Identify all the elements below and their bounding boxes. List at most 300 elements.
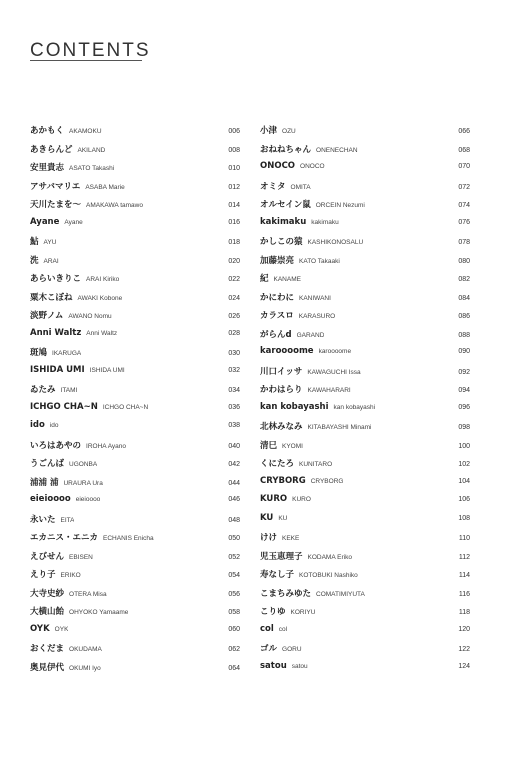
artist-name: ICHGO CHA~N [30, 401, 98, 412]
contents-entry [30, 642, 240, 661]
contents-entry [30, 457, 240, 476]
contents-entry [30, 550, 240, 569]
entry-names [260, 124, 296, 136]
entry-names [260, 439, 303, 451]
contents-entry [30, 235, 240, 254]
artist-name-roman: KYOMI [282, 442, 303, 450]
artist-name: 清巳 [260, 440, 278, 451]
artist-name-roman: ORCEIN Nezumi [315, 202, 365, 209]
artist-name-roman: kan kobayashi [333, 403, 376, 411]
page-number: 044 [228, 479, 240, 487]
artist-name-roman: IROHA Ayano [86, 442, 127, 450]
artist-name: 洗 [30, 255, 39, 266]
entry-names [30, 180, 125, 192]
artist-name: eieioooo [30, 494, 71, 504]
contents-entry [260, 198, 470, 217]
artist-name-roman: URAURA Ura [63, 479, 103, 487]
artist-name: ゴル [260, 644, 278, 654]
page-number: 058 [228, 609, 240, 616]
contents-entry [30, 143, 240, 162]
contents-entry [30, 531, 240, 550]
contents-entry [260, 254, 470, 273]
artist-name-roman: COMATIMIYUTA [316, 590, 365, 598]
artist-name-roman: KU [278, 514, 288, 522]
artist-name: こりゆ [260, 607, 286, 617]
artist-name: 川口イッサ [260, 366, 303, 377]
contents-entry [260, 217, 470, 236]
artist-name: 寿なし子 [260, 570, 295, 580]
artist-name-roman: OTERA Misa [69, 590, 107, 598]
page-number: 028 [228, 329, 240, 337]
artist-name: 北林みなみ [260, 422, 303, 432]
page-number: 052 [228, 553, 240, 561]
page-number: 092 [458, 368, 470, 376]
contents-column-left [30, 124, 240, 679]
entry-names [30, 624, 68, 634]
contents-entry [30, 661, 240, 680]
page-number: 118 [458, 609, 470, 616]
page-number: 022 [228, 276, 240, 283]
entry-names [260, 309, 335, 321]
artist-name: 加藤崇亮 [260, 255, 295, 266]
artist-name: 児玉恵理子 [260, 551, 303, 562]
entry-names [30, 568, 81, 580]
artist-name: kakimaku [260, 216, 307, 227]
artist-name-roman: OZU [282, 128, 296, 135]
page-number: 104 [458, 477, 470, 485]
artist-name-roman: UGONBA [69, 461, 98, 468]
artist-name: ゐたみ [30, 385, 56, 395]
artist-name: オミタ [260, 181, 286, 192]
contents-entry [30, 272, 240, 291]
entry-names [30, 143, 105, 155]
page-number: 080 [458, 257, 470, 265]
entry-names [30, 587, 107, 599]
page-number: 124 [458, 662, 470, 670]
contents-entry [260, 439, 470, 458]
entry-names [30, 383, 77, 395]
contents-entry [30, 420, 240, 439]
contents-entry [30, 494, 240, 513]
contents-entry [30, 365, 240, 384]
artist-name: 鮎 [30, 237, 39, 247]
page-number: 062 [228, 646, 240, 653]
entry-names [260, 550, 352, 562]
page-number: 090 [458, 348, 470, 355]
artist-name: CRYBORG [260, 475, 306, 486]
contents-entry [30, 328, 240, 347]
entry-names [260, 494, 311, 504]
page-number: 074 [458, 202, 470, 209]
page-number: 070 [458, 163, 470, 170]
page-number: 096 [458, 403, 470, 411]
page-number: 114 [458, 572, 470, 579]
entry-names [260, 217, 339, 227]
contents-entry [30, 624, 240, 643]
artist-name: くにたろ [260, 459, 295, 469]
artist-name: おくだま [30, 644, 65, 654]
entry-names [30, 272, 119, 284]
artist-name: col [260, 623, 274, 634]
artist-name-roman: eieioooo [75, 496, 101, 503]
contents-entry [260, 124, 470, 143]
artist-name-roman: AMAKAWA tamawo [86, 202, 143, 209]
artist-name-roman: KORIYU [290, 609, 316, 616]
artist-name-roman: EITA [60, 516, 75, 524]
page-number: 038 [228, 422, 240, 429]
entry-names [260, 180, 311, 192]
entry-names [260, 568, 358, 580]
contents-entry [260, 642, 470, 661]
artist-name-roman: ASABA Marie [85, 183, 125, 191]
artist-name: 斑鳩 [30, 348, 48, 358]
entry-names [260, 328, 324, 340]
entry-names [30, 291, 122, 303]
entry-names [260, 143, 358, 155]
artist-name-roman: KEKE [282, 535, 300, 542]
artist-name: エカニス・エニカ [30, 533, 99, 543]
artist-name-roman: satou [291, 662, 308, 670]
entry-names [260, 198, 365, 210]
page-number: 012 [228, 183, 240, 191]
page-number: 102 [458, 461, 470, 468]
contents-entry [260, 661, 470, 680]
artist-name: いろはあやの [30, 440, 82, 451]
contents-entry [260, 624, 470, 643]
contents-entry [260, 383, 470, 402]
entry-names [260, 513, 287, 523]
page-number: 066 [458, 128, 470, 135]
page-number: 036 [228, 403, 240, 411]
page-number: 076 [458, 218, 470, 226]
artist-name: あかもく [30, 126, 65, 136]
artist-name: カラスロ [260, 311, 294, 321]
contents-entry [30, 254, 240, 273]
entry-names [30, 439, 126, 451]
entry-names [30, 365, 125, 375]
artist-name: 紀 [260, 274, 269, 284]
entry-names [30, 457, 97, 469]
artist-name: かしこの猿 [260, 237, 303, 247]
artist-name-roman: IKARUGA [52, 350, 82, 357]
artist-name: えびせん [30, 551, 65, 562]
artist-name-roman: KANAME [273, 276, 301, 283]
artist-name-roman: Ayane [64, 218, 83, 226]
entry-names [260, 383, 351, 395]
entry-names [30, 235, 56, 247]
artist-name: 浦浦 浦 [30, 477, 59, 488]
contents-entry [30, 402, 240, 421]
artist-name-roman: KAWAHARARI [307, 387, 351, 394]
entry-names [30, 513, 74, 525]
artist-name-roman: ARAI Kiriko [86, 276, 120, 283]
page-number: 060 [228, 625, 240, 633]
artist-name: アサバマリエ [30, 181, 81, 192]
artist-name: Ayane [30, 216, 60, 227]
artist-name: 安里貴志 [30, 163, 65, 173]
artist-name-roman: AYU [43, 239, 57, 246]
artist-name-roman: AKAMOKU [69, 128, 102, 135]
page-number: 030 [228, 350, 240, 357]
entry-names [30, 254, 59, 266]
contents-entry [30, 476, 240, 495]
contents-entry [260, 550, 470, 569]
contents-entry [260, 291, 470, 310]
artist-name: 粟木こぼね [30, 292, 73, 303]
entry-names [260, 365, 361, 377]
artist-name-roman: GARAND [296, 331, 325, 339]
page-number: 046 [228, 496, 240, 503]
page-number: 072 [458, 183, 470, 191]
page-number: 032 [228, 366, 240, 374]
artist-name: OYK [30, 623, 50, 634]
artist-name-roman: GORU [282, 646, 302, 653]
contents-entry [260, 494, 470, 513]
contents-entry [260, 328, 470, 347]
artist-name-roman: KURO [292, 496, 311, 503]
contents-entry [260, 531, 470, 550]
artist-name-roman: OKUDAMA [69, 646, 102, 653]
artist-name-roman: CRYBORG [310, 477, 344, 485]
page-number: 082 [458, 276, 470, 283]
artist-name-roman: ECHANIS Enicha [103, 535, 154, 542]
contents-entry [30, 198, 240, 217]
artist-name-roman: KITABAYASHI Minami [307, 424, 372, 431]
artist-name-roman: KATO Takaaki [299, 257, 340, 265]
artist-name-roman: OKUMI Iyo [69, 664, 101, 672]
page-number: 018 [228, 239, 240, 246]
entry-names [260, 624, 287, 634]
page-number: 112 [458, 553, 470, 561]
entry-names [30, 531, 154, 543]
entry-names [30, 198, 143, 210]
page-number: 098 [458, 424, 470, 431]
entry-names [30, 605, 128, 617]
page-number: 116 [458, 590, 470, 598]
contents-entry [260, 513, 470, 532]
entry-names [260, 457, 332, 469]
artist-name: 大寺史紗 [30, 588, 65, 599]
artist-name: kan kobayashi [260, 401, 329, 412]
artist-name-roman: karoooome [318, 348, 352, 355]
entry-names [30, 309, 112, 321]
artist-name-roman: KOTOBUKI Nashiko [299, 572, 358, 579]
contents-entry [260, 180, 470, 199]
entry-names [260, 272, 301, 284]
artist-name: 大横山飴 [30, 607, 65, 617]
artist-name-roman: KANIWANI [299, 294, 331, 302]
artist-name-roman: KARASURO [298, 313, 336, 320]
page-number: 078 [458, 239, 470, 246]
artist-name-roman: ERIKO [60, 572, 81, 579]
contents-column-right [260, 124, 470, 679]
artist-name-roman: OMITA [290, 183, 311, 191]
artist-name: がらんd [260, 329, 292, 340]
contents-entry [30, 217, 240, 236]
page-number: 064 [228, 664, 240, 672]
artist-name-roman: ido [49, 422, 59, 429]
contents-entry [260, 605, 470, 624]
artist-name: karoooome [260, 346, 314, 356]
artist-name: かにわに [260, 292, 295, 303]
artist-name-roman: KUNITARO [299, 461, 333, 468]
page-title: CONTENTS [30, 40, 151, 61]
contents-entry [260, 402, 470, 421]
contents-entry [260, 476, 470, 495]
entry-names [260, 531, 299, 543]
artist-name: えり子 [30, 570, 56, 580]
artist-name-roman: AWAKI Kobone [77, 294, 123, 302]
contents-entry [30, 439, 240, 458]
page-number: 108 [458, 514, 470, 522]
entry-names [30, 550, 93, 562]
page-number: 040 [228, 442, 240, 450]
contents-entry [260, 420, 470, 439]
artist-name: おねねちゃん [260, 144, 312, 155]
entry-names [260, 291, 331, 303]
artist-name-roman: Anni Waltz [86, 329, 118, 337]
artist-name: オルセイン鼠 [260, 200, 311, 210]
page-number: 120 [458, 625, 470, 633]
page-number: 026 [228, 313, 240, 320]
page-number: 094 [458, 387, 470, 394]
artist-name-roman: OHYOKO Yamaame [69, 609, 129, 616]
page-number: 110 [458, 535, 470, 542]
artist-name: うごんば [30, 459, 65, 469]
contents-entry [260, 309, 470, 328]
page-number: 084 [458, 294, 470, 302]
page-number: 068 [458, 146, 470, 154]
contents-entry [260, 272, 470, 291]
contents-entry [260, 143, 470, 162]
page-number: 056 [228, 590, 240, 598]
artist-name: ido [30, 420, 45, 430]
entry-names [30, 476, 103, 488]
contents-entry [260, 346, 470, 365]
artist-name: 小津 [260, 126, 278, 136]
contents-entry [30, 513, 240, 532]
page-number: 106 [458, 496, 470, 503]
contents-entry [260, 365, 470, 384]
contents-entry [30, 587, 240, 606]
page-number: 006 [228, 128, 240, 135]
page-number: 034 [228, 387, 240, 394]
contents-entry [30, 124, 240, 143]
artist-name-roman: OYK [54, 625, 69, 633]
artist-name: けけ [260, 533, 278, 543]
entry-names [30, 420, 59, 430]
title-underline [30, 60, 142, 61]
contents-entry [30, 180, 240, 199]
page-number: 054 [228, 572, 240, 579]
page-number: 010 [228, 165, 240, 172]
entry-names [260, 161, 325, 171]
contents-entry [30, 291, 240, 310]
entry-names [30, 124, 102, 136]
artist-name-roman: col [278, 625, 288, 633]
entry-names [260, 476, 343, 486]
artist-name: ONOCO [260, 161, 296, 171]
entry-names [30, 494, 100, 504]
page-number: 042 [228, 461, 240, 468]
artist-name-roman: KASHIKONOSALU [307, 239, 364, 246]
page-number: 122 [458, 646, 470, 653]
artist-name: ISHIDA UMI [30, 364, 85, 375]
entry-names [30, 402, 148, 412]
artist-name-roman: kakimaku [311, 218, 339, 226]
artist-name-roman: KAWAGUCHI Issa [307, 368, 361, 376]
artist-name: あらいきりこ [30, 274, 82, 284]
artist-name-roman: ASATO Takashi [69, 165, 115, 172]
page-number: 086 [458, 313, 470, 320]
entry-names [260, 254, 340, 266]
page-number: 100 [458, 442, 470, 450]
entry-names [260, 235, 363, 247]
artist-name-roman: ONOCO [300, 163, 325, 170]
entry-names [30, 346, 81, 358]
page-number: 020 [228, 257, 240, 265]
artist-name: 天川たまを〜 [30, 200, 82, 210]
artist-name: KU [260, 512, 274, 523]
contents-entry [260, 161, 470, 180]
artist-name-roman: ITAMI [60, 387, 78, 394]
entry-names [30, 642, 102, 654]
entry-names [260, 642, 302, 654]
artist-name-roman: ONENECHAN [316, 146, 358, 154]
contents-entry [30, 568, 240, 587]
artist-name: かわはらり [260, 385, 303, 395]
artist-name: Anni Waltz [30, 327, 82, 338]
contents-entry [30, 346, 240, 365]
entry-names [30, 328, 117, 338]
artist-name: こまちみゆた [260, 588, 312, 599]
entry-names [260, 587, 365, 599]
contents-entry [30, 383, 240, 402]
contents-entry [30, 161, 240, 180]
artist-name: 淡野ノム [30, 311, 64, 321]
page-number: 088 [458, 331, 470, 339]
artist-name-roman: AWANO Nomu [68, 313, 112, 320]
page-number: 008 [228, 146, 240, 154]
entry-names [260, 605, 315, 617]
entry-names [260, 420, 371, 432]
entry-names [260, 661, 308, 671]
page-number: 024 [228, 294, 240, 302]
entry-names [30, 217, 83, 227]
artist-name-roman: KODAMA Eriko [307, 553, 352, 561]
artist-name-roman: AKILAND [77, 146, 106, 154]
artist-name: あきらんど [30, 144, 73, 155]
entry-names [260, 402, 375, 412]
entry-names [260, 346, 351, 356]
page-number: 016 [228, 218, 240, 226]
contents-entry [30, 309, 240, 328]
artist-name: 永いた [30, 514, 56, 525]
artist-name-roman: ICHGO CHA~N [102, 403, 149, 411]
contents-entry [260, 587, 470, 606]
artist-name: KURO [260, 494, 288, 504]
entry-names [30, 661, 101, 673]
contents-entry [260, 457, 470, 476]
artist-name-roman: ARAI [43, 257, 59, 265]
contents-entry [260, 568, 470, 587]
contents-entry [30, 605, 240, 624]
entry-names [30, 161, 114, 173]
contents-entry [260, 235, 470, 254]
page-number: 050 [228, 535, 240, 542]
artist-name-roman: EBISEN [69, 553, 93, 561]
page-number: 014 [228, 202, 240, 209]
